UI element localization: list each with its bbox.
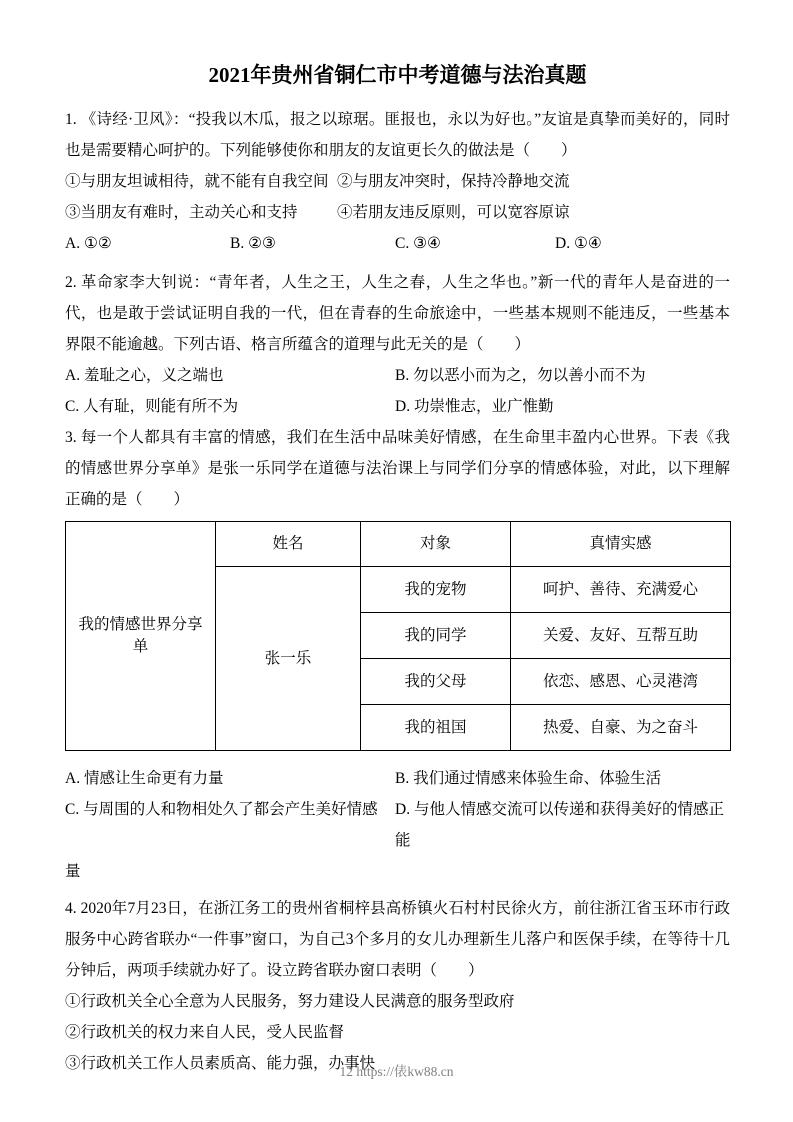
question-2-options-row-1 <box>65 360 730 391</box>
question-2-stem: 2. 革命家李大钊说：“青年者，人生之王，人生之春，人生之华也。”新一代的青年人是奋进的一代，也是敢于尝试证明自我的一代，但在青春的生命旅途中，一些基本规则不能违反，一些基本界限不能逾越。下列古语、格言所蕴含的道理与此无关的是（ ） <box>65 274 730 353</box>
question-3-option-a: A. 情感让生命更有力量 <box>65 770 224 787</box>
question-2-options-row-2 <box>65 391 730 422</box>
table-cell-feeling: 关爱、友好、互帮互助 <box>511 613 731 659</box>
table-left-label: 我的情感世界分享单 <box>66 522 216 751</box>
question-1-statements-row-2 <box>65 197 730 228</box>
statement-4: ④若朋友违反原则，可以宽容原谅 <box>337 204 570 221</box>
statement-3: ③行政机关工作人员素质高、能力强，办事快 <box>65 1055 376 1072</box>
question-1-statements-row-1 <box>65 166 730 197</box>
table-cell-feeling: 呵护、善待、充满爱心 <box>511 567 731 613</box>
question-2-option-c: C. 人有耻，则能有所不为 <box>65 398 239 415</box>
question-3-option-b: B. 我们通过情感来体验生命、体验生活 <box>395 770 662 787</box>
question-1-option-a: A. ①② <box>65 235 112 252</box>
table-cell-feeling: 依恋、感恩、心灵港湾 <box>511 659 731 705</box>
statement-1: ①与朋友坦诚相待，就不能有自我空间 <box>65 173 329 190</box>
table-header-object: 对象 <box>361 522 511 567</box>
question-1-option-c: C. ③④ <box>395 235 441 252</box>
table-cell-feeling: 热爱、自豪、为之奋斗 <box>511 705 731 751</box>
table-cell-object: 我的父母 <box>361 659 511 705</box>
table-student-name: 张一乐 <box>216 567 361 751</box>
question-4 <box>65 893 730 1079</box>
question-3-options-row-1 <box>65 763 730 794</box>
question-2-option-b: B. 勿以恶小而为之，勿以善小而不为 <box>395 367 646 384</box>
statement-1: ①行政机关全心全意为人民服务，努力建设人民满意的服务型政府 <box>65 993 515 1010</box>
question-2-option-a: A. 羞耻之心，义之端也 <box>65 367 224 384</box>
table-header-name: 姓名 <box>216 522 361 567</box>
question-3-option-d-wrap: 量 <box>65 863 81 880</box>
table-header-feeling: 真情实感 <box>511 522 731 567</box>
question-3-options-row-2 <box>65 794 730 856</box>
question-1 <box>65 104 730 259</box>
question-3 <box>65 422 730 887</box>
question-1-option-d: D. ①④ <box>555 235 602 252</box>
question-1-stem: 1. 《诗经·卫风》：“投我以木瓜，报之以琼琚。匪报也，永以为好也。”友谊是真挚而美好的，同时也是需要精心呵护的。下列能够使你和朋友的友谊更长久的做法是（ ） <box>65 111 730 159</box>
question-3-option-d: D. 与他人情感交流可以传递和获得美好的情感正能 <box>395 801 724 849</box>
emotion-share-table <box>65 521 731 751</box>
question-3-option-c: C. 与周围的人和物相处久了都会产生美好情感 <box>65 801 378 818</box>
table-cell-object: 我的同学 <box>361 613 511 659</box>
statement-2: ②与朋友冲突时，保持冷静地交流 <box>337 173 570 190</box>
question-1-options <box>65 228 730 259</box>
statement-3: ③当朋友有难时，主动关心和支持 <box>65 204 298 221</box>
question-1-option-b: B. ②③ <box>230 235 276 252</box>
question-2-option-d: D. 功崇惟志，业广惟勤 <box>395 398 554 415</box>
question-4-stem: 4. 2020年7月23日，在浙江务工的贵州省桐梓县高桥镇火石村村民徐火方，前往浙江省玉环市行政服务中心跨省联办“一件事”窗口，为自己3个多月的女儿办理新生儿落户和医保手续，在等待十几分钟后，两项手续就办好了。设立跨省联办窗口表明（ ） <box>65 900 730 979</box>
question-2 <box>65 267 730 422</box>
table-cell-object: 我的祖国 <box>361 705 511 751</box>
question-3-stem: 3. 每一个人都具有丰富的情感，我们在生活中品味美好情感，在生命里丰盈内心世界。下表《我的情感世界分享单》是张一乐同学在道德与法治课上与同学们分享的情感体验，对此，以下理解正确的是（ ） <box>65 429 730 508</box>
table-header-row <box>66 522 731 567</box>
statement-2: ②行政机关的权力来自人民，受人民监督 <box>65 1024 345 1041</box>
table-cell-object: 我的宠物 <box>361 567 511 613</box>
footer-watermark: 12 https://俵kw88.cn <box>339 1064 454 1079</box>
page-title: 2021年贵州省铜仁市中考道德与法治真题 <box>208 63 587 87</box>
